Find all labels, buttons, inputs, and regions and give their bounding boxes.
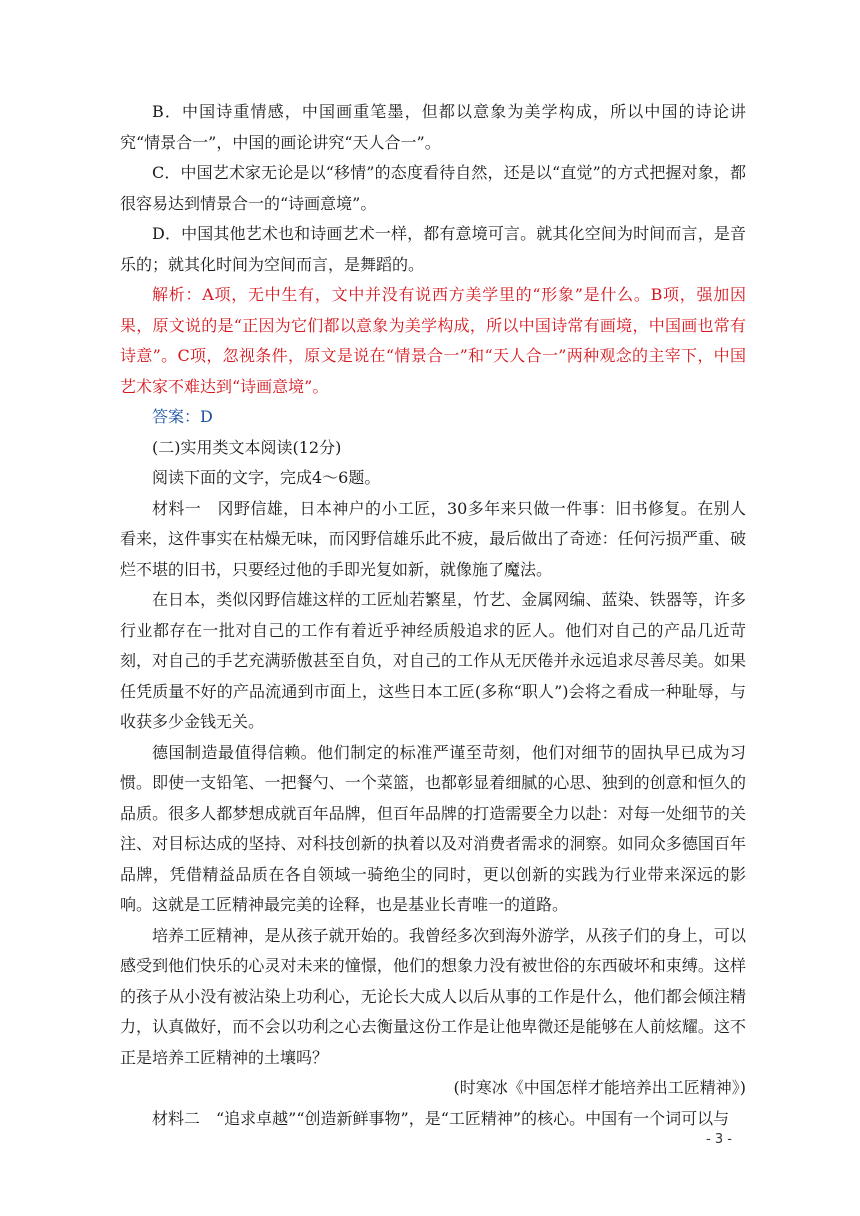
analysis-text: 解析：A项，无中生有，文中并没有说西方美学里的“形象”是什么。B项，强加因果，原文说的是“正因为它们都以意象为美学构成，所以中国诗常有画境，中国画也常有诗意”。C项，忽视条件，原文是说在“情景合一”和“天人合一”两种观念的主宰下，中国艺术家不难达到“诗画意境”。 <box>120 285 746 396</box>
page-content <box>120 97 746 1134</box>
page-number: - 3 - <box>706 1132 732 1147</box>
material1-paragraph-1: 材料一 冈野信雄，日本神户的小工匠，30多年来只做一件事：旧书修复。在别人看来，这件事实在枯燥无味，而冈野信雄乐此不疲，最后做出了奇迹：任何污损严重、破烂不堪的旧书，只要经过他的手即光复如新，就像施了魔法。 <box>120 498 746 579</box>
option-d: D．中国其他艺术也和诗画艺术一样，都有意境可言。就其化空间为时间而言，是音乐的；就其化时间为空间而言，是舞蹈的。 <box>120 224 746 274</box>
material1-paragraph-4: 培养工匠精神，是从孩子就开始的。我曾经多次到海外游学，从孩子们的身上，可以感受到他们快乐的心灵对未来的憧憬，他们的想象力没有被世俗的东西破坏和束缚。这样的孩子从小没有被沾染上功利心，无论长大成人以后从事的工作是什么，他们都会倾注精力，认真做好，而不会以功利之心去衡量这份工作是让他卑微还是能够在人前炫耀。这不正是培养工匠精神的土壤吗？ <box>120 925 746 1067</box>
answer-text: 答案：D <box>152 407 213 426</box>
option-b: B．中国诗重情感，中国画重笔墨，但都以意象为美学构成，所以中国的诗论讲究“情景合一”，中国的画论讲究“天人合一”。 <box>120 102 746 152</box>
instruction-text: 阅读下面的文字，完成4～6题。 <box>152 468 381 487</box>
material2-paragraph: 材料二 “追求卓越”“创造新鲜事物”，是“工匠精神”的核心。中国有一个词可以与 <box>152 1108 730 1128</box>
option-c: C．中国艺术家无论是以“移情”的态度看待自然，还是以“直觉”的方式把握对象，都很容易达到情景合一的“诗画意境”。 <box>120 163 746 213</box>
material1-paragraph-3: 德国制造最值得信赖。他们制定的标准严谨至苛刻，他们对细节的固执早已成为习惯。即使一支铅笔、一把餐勺、一个菜篮，也都彰显着细腻的心思、独到的创意和恒久的品质。很多人都梦想成就百年品牌，但百年品牌的打造需要全力以赴：对每一处细节的关注、对目标达成的坚持、对科技创新的执着以及对消费者需求的洞察。如同众多德国百年品牌，凭借精益品质在各自领域一骑绝尘的同时，更以创新的实践为行业带来深远的影响。这就是工匠精神最完美的诠释，也是基业长青唯一的道路。 <box>120 742 746 914</box>
source-citation: (时寒冰《中国怎样才能培养出工匠精神》) <box>453 1078 746 1097</box>
material1-paragraph-2: 在日本，类似冈野信雄这样的工匠灿若繁星，竹艺、金属网编、蓝染、铁器等，许多行业都存在一批对自己的工作有着近乎神经质般追求的匠人。他们对自己的产品几近苛刻，对自己的手艺充满骄傲甚至自负，对自己的工作从无厌倦并永远追求尽善尽美。如果任凭质量不好的产品流通到市面上，这些日本工匠(多称“职人”)会将之看成一种耻辱，与收获多少金钱无关。 <box>120 590 746 731</box>
section-title: (二)实用类文本阅读(12分) <box>152 437 342 457</box>
